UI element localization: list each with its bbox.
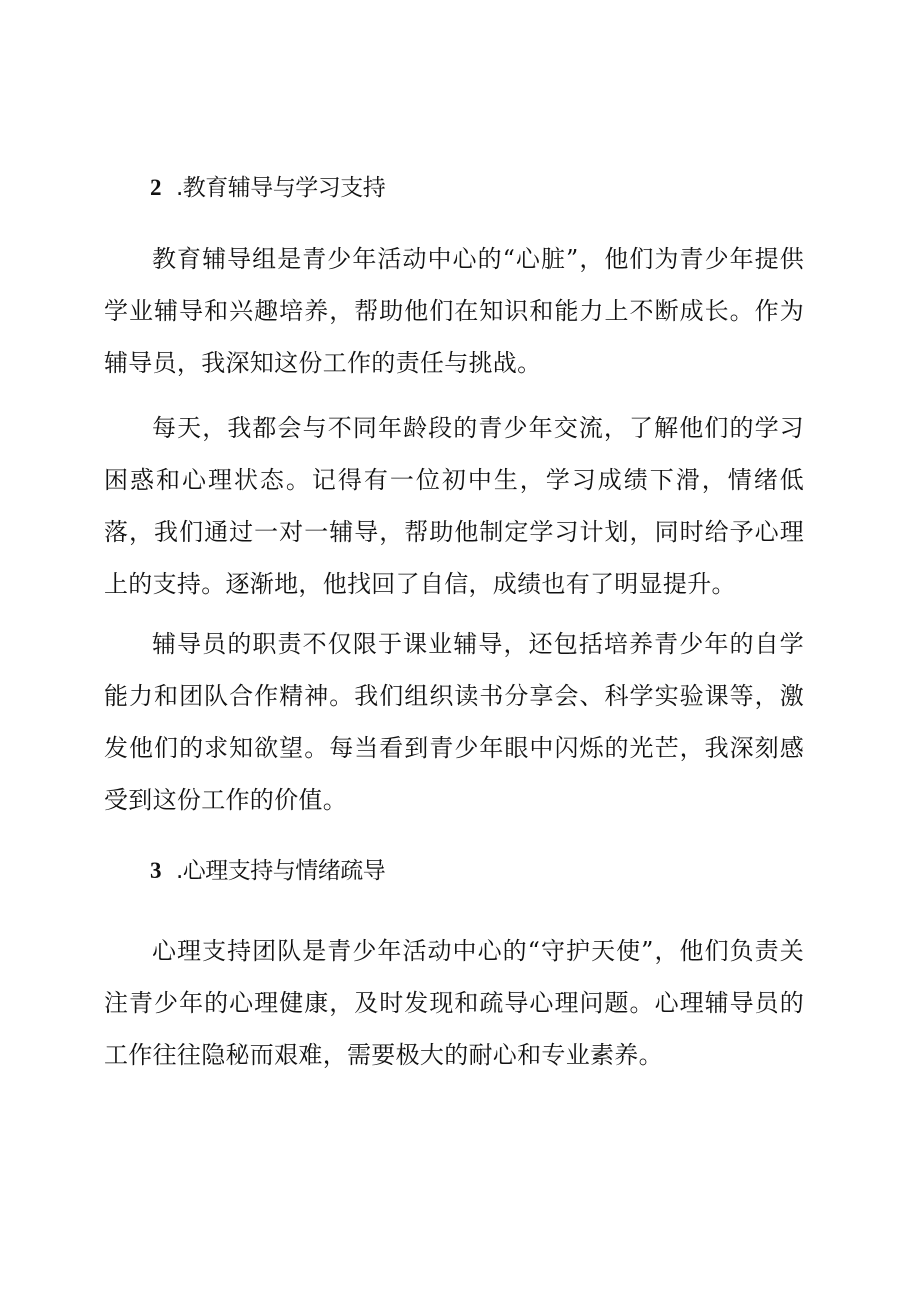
section-heading [150,856,385,886]
section-number: 3 [150,858,161,883]
paragraph: 心理支持团队是青少年活动中心的“守护天使”，他们负责关注青少年的心理健康，及时发现和疏导心理问题。心理辅导员的工作往往隐秘而艰难，需要极大的耐心和专业素养。 [104,937,804,1069]
section-number: 2 [150,175,161,200]
section-heading [150,173,385,203]
section-title: .教育辅导与学习支持 [176,175,386,201]
paragraph: 辅导员的职责不仅限于课业辅导，还包括培养青少年的自学能力和团队合作精神。我们组织读书分享会、科学实验课等，激发他们的求知欲望。每当看到青少年眼中闪烁的光芒，我深刻感受到这份工作的价值。 [104,630,804,814]
paragraph: 每天，我都会与不同年龄段的青少年交流，了解他们的学习困惑和心理状态。记得有一位初中生，学习成绩下滑，情绪低落，我们通过一对一辅导，帮助他制定学习计划，同时给予心理上的支持。逐渐地，他找回了自信，成绩也有了明显提升。 [104,414,804,598]
paragraph: 教育辅导组是青少年活动中心的“心脏”，他们为青少年提供学业辅导和兴趣培养，帮助他们在知识和能力上不断成长。作为辅导员，我深知这份工作的责任与挑战。 [104,245,804,377]
section-title: .心理支持与情绪疏导 [176,858,386,884]
